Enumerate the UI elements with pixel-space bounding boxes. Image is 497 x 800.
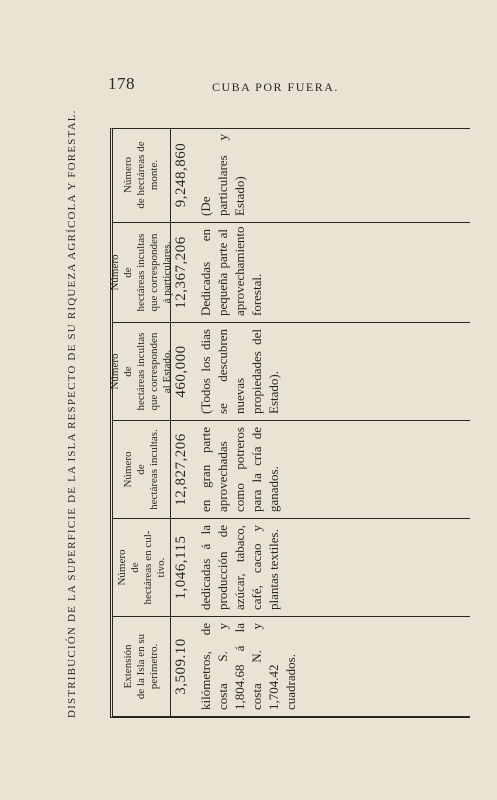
column-note: (Todos los dias se descubren nuevas propiedades del Estado). [198, 329, 281, 414]
page-number: 178 [108, 74, 135, 93]
column-note: Dedicadas en pequeña parte al aprovechamiento forestal. [198, 226, 264, 316]
column-header [109, 223, 173, 322]
header-line: hectáreas incultas [135, 233, 147, 312]
column-private-land [109, 222, 470, 322]
column-value: 1,046,115 [173, 535, 189, 600]
column-note: en gran parte aprovechadas como potreros para la cría de ganados. [198, 427, 281, 512]
column-value: 12,827,206 [173, 433, 189, 506]
header-line: monte. [148, 159, 160, 191]
header-line: que corresponden [148, 332, 160, 411]
header-line: de la Isla en su [135, 633, 147, 700]
header-line: Número [122, 156, 134, 194]
rotated-table-area [60, 109, 485, 718]
header-line: Número [109, 353, 121, 390]
header-line: Número [109, 254, 121, 291]
header-line: á particulares. [161, 241, 173, 304]
column-value: 9,248,860 [173, 142, 189, 208]
column-header [109, 323, 173, 420]
header-line: hectáreas incultas [135, 332, 147, 411]
column-note: (De particulares y Estado) [198, 134, 247, 216]
header-line: hectáreas en cul- [141, 530, 154, 605]
column-note: kilómetros, de costa S. y 1,804.68 á la costa N. y 1,704.42 cuadrados. [198, 623, 298, 710]
column-forest [113, 128, 470, 222]
column-cultivated [113, 518, 470, 616]
header-line: de [122, 267, 134, 278]
column-uncultivated [113, 420, 470, 518]
header-line: perímetro. [148, 643, 160, 690]
header-line: hectáreas incultas. [148, 429, 160, 510]
column-value: 12,367,206 [173, 236, 189, 309]
column-header [113, 421, 171, 518]
column-state-land [109, 322, 470, 420]
column-value: 3,509.10 [173, 638, 189, 695]
header-line: Extensión [122, 644, 134, 689]
column-value: 460,000 [173, 345, 189, 398]
column-header [113, 617, 171, 716]
distribution-table [110, 128, 470, 718]
header-line: de [135, 464, 147, 475]
column-header [113, 128, 171, 222]
running-head: CUBA POR FUERA. [212, 80, 339, 94]
table-title: DISTRIBUCIÓN DE LA SUPERFICIE DE LA ISLA RESPECTO DE SU RIQUEZA AGRÍCOLA Y FORESTAL. [66, 109, 78, 718]
header-line: de [128, 562, 141, 573]
page-header [0, 0, 497, 120]
header-line: de [122, 366, 134, 377]
header-line: de hectáreas de [135, 141, 147, 209]
header-line: Número [122, 451, 134, 488]
column-extension [113, 616, 470, 716]
header-line: tivo. [154, 557, 167, 578]
header-line: que corresponden [148, 233, 160, 312]
rotated-table-frame [60, 109, 485, 718]
header-line: al Estado. [161, 349, 173, 394]
column-header [113, 519, 171, 616]
column-note: dedicadas á la producción de azúcar, tabaco, café, cacao y plantas textiles. [198, 525, 281, 610]
header-line: Número [115, 549, 128, 586]
